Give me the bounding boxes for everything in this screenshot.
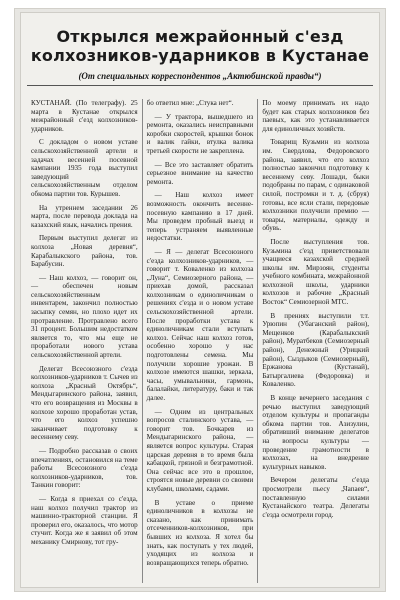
byline: (От специальных корреспондентов „Актюбинской правды“) xyxy=(78,71,322,81)
paragraph: — Наш колхоз, — говорит он, — обеспечен новым сельскохозяйственным инвентарем, закончил полностью засыпку семян, но плохо идет их протравление. Протравлено всего 31 процент. Большим недостатком является то, что мы еще не проработали нового устава сельскохозяйственной артели. xyxy=(31,273,138,360)
paragraph: — Все это заставляет обратить серьезное внимание на качество ремонта. xyxy=(146,160,254,186)
paragraph: бо ответил мне: „Стука нет“. xyxy=(146,99,234,107)
paragraph: — Одним из центральных вопросов сталинского устава, — говорит тов. Бочкарев из Мендыгаринского района, — является вопрос культуры. Старая царская деревня в то время была кабацкой, грязной и безграмотной. Она сейчас все это в прошлое, строятся новые деревни со своими клубами, школами, садами. xyxy=(146,407,254,493)
paragraph: С докладом о новом уставе сельскохозяйственной артели и задачах весенней посевной кампании 1935 года выступил заведующий сельскохозяйственным отделом обкома партии тов. Курышев. xyxy=(31,138,138,198)
paragraph: — Когда я приехал со с'езда, наш колхоз получил трактор из машинно-тракторной станции. Я проверил его, оказалось, что мотор стучит. Когда же я заявил об этом механику Смирнову, тот гру- xyxy=(31,494,138,546)
column-1 xyxy=(27,99,142,583)
headline-line-2: колхозников-ударников в Кустанае xyxy=(30,46,370,65)
paragraph: — Я — делегат Всесоюзного с'езда колхозников-ударников, — говорит т. Коваленко из колхоза „Луна“, Семиозерного района, — приехав домой, рассказал колхозникам о единоличникам о решениях с'езда и о новом уставе сельскохозяйственной артели. После проработки устава к единоличникам стали вступать колхоз. Сейчас наш колхоз готов, особенно хорошо у нас подготовлены семена. Мы получили хорошие урожаи. В колхозе имеются шашки, зеркала, часы, умывальники, гармонь, балалайки, литературу, баки и так далее. xyxy=(146,247,254,402)
headline-line-1: Открылся межрайонный с'езд xyxy=(56,27,344,46)
paragraph: По моему принимать их надо будет как старых колхозников без паевых, как это устанавливается для единоличных хозяйств. xyxy=(262,99,370,133)
newspaper-clipping-scan xyxy=(14,8,386,592)
paragraph: В прениях выступили т.т. Урюпин (Убаганский район), Мещенков (Карабалыкский район), Муратбеков (Семиозерный район), Денежный (Урицкий район), Сыздыков (Семиозерный), Ержанова (Кустанай), Батыргалиева (Федоровка) и Коваленко. xyxy=(262,311,370,389)
article-columns xyxy=(27,99,373,583)
paragraph: Вечером делегаты с'езда просмотрели пьесу „Чапаев“, поставленную силами Кустанайского театра. Делегаты с'езда осмотрели город. xyxy=(262,476,370,519)
paragraph: КУСТАНАЙ. (По телеграфу). 25 марта в Кустанае открылся межрайонный с'езд колхозников-ударников. xyxy=(31,99,138,133)
column-2 xyxy=(142,99,258,583)
paragraph: В уставе о приеме единоличников в колхозы не сказано, как принимать отсеченников-колхозников, при бывших из колхоза. Я хотел бы знать, как поступать у тех людей, уходящих из колхоза и возвращающихся теперь обратно. xyxy=(146,498,254,567)
paragraph: Первым выступил делегат из колхоза „Новая деревня“, Карабалыкского района, тов. Барабусин. xyxy=(31,234,138,269)
paragraph: Товарищ Кузьмин из колхоза им. Свердлова, Федоровского района, заявил, что его колхоз полностью закончил подготовку к весеннему севу. Лошади, быки подобраны по парам, с одинаковой силой, постромки и т. д. (сбруя) готовы, все ясли стали, передовые колхозники получили премию — товары, материалы, одежду и обувь. xyxy=(262,138,370,233)
paragraph: После выступления тов. Кузьмина с'езд приветствовали учащиеся казахской средней школы им. Мирзоян, студенты учебного комбината, межрайонной колхозной школы, ударники колхозов и рабочие „Красный Восток“ Семиозерной МТС. xyxy=(262,237,370,307)
column-3 xyxy=(257,99,373,583)
divider xyxy=(27,85,373,86)
paragraph: Делегат Всесоюзного с'езда колхозников-ударников т. Сычев из колхоза „Красный Октябрь“, Мендыгаринского района, заявил, что его возвращения из Москвы в колхозе хорошо проработан устав, что его колхоз успешно заканчивает подготовку к весеннему севу. xyxy=(31,364,138,442)
paragraph: На утреннем заседании 26 марта, после перевода доклада на казахский язык, начались прения. xyxy=(31,203,138,229)
article-clipping xyxy=(20,12,380,588)
headline xyxy=(29,27,371,65)
paragraph: — Наш колхоз имеет возможность окончить весенне-посевную кампанию в 17 дней. Мы проведем пробный выезд и теперь устраняем выявленные недостатки. xyxy=(146,191,254,243)
paragraph: — У трактора, вышедшего из ремонта, оказались неисправными коробки скоростей, крышки бонок и валик гайки, втулка валика третьей скорости не закреплена. xyxy=(146,112,254,155)
paragraph: В конце вечернего заседания с речью выступил заведующий отделом культуры и пропаганды обкома партии тов. Азизулин, обративший внимание делегатов на вопросы культуры — проведение грамотности в колхозах, на внедрение культурных навыков. xyxy=(262,394,370,471)
paragraph: — Подробно рассказав о своих впечатлениях, остановился на теме работы Всесоюзного с'езда колхозников-ударников, тов. Танкин говорит: xyxy=(31,446,138,490)
